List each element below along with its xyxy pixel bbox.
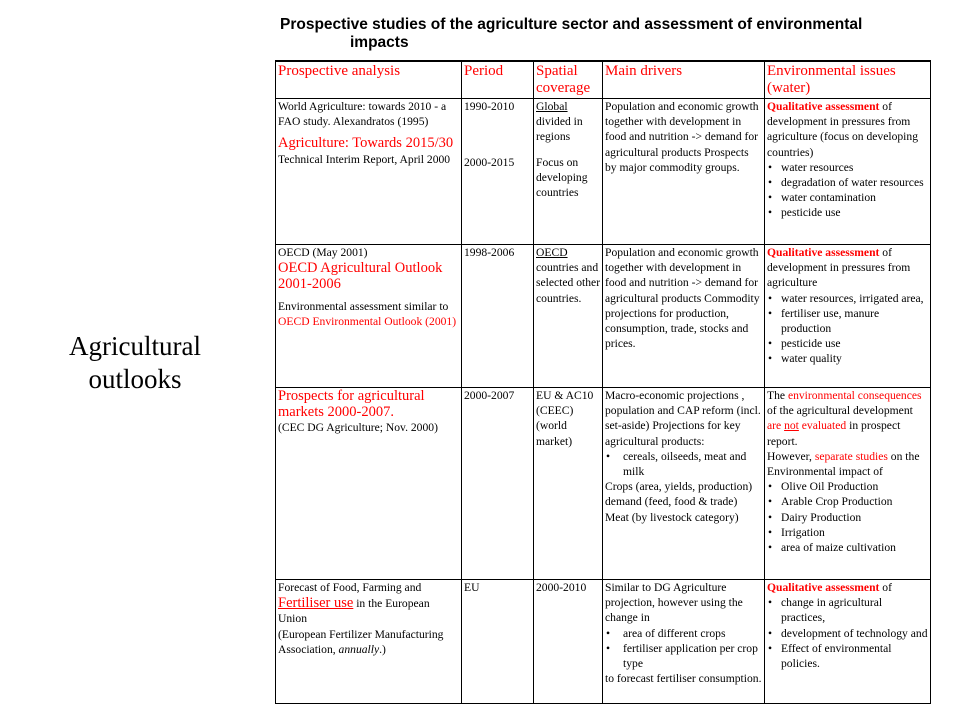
- period-value: 2000-2015: [464, 156, 515, 170]
- table-row: [276, 388, 931, 580]
- analysis-subtitle: (CEC DG Agriculture; Nov. 2000): [278, 421, 438, 435]
- prospective-studies-table: [275, 60, 931, 704]
- issues-red-underlined: not: [784, 419, 799, 433]
- issues-red-text: are: [767, 419, 782, 433]
- title-line-1: Prospective studies of the agriculture sector and assessment of environmental: [280, 16, 863, 33]
- analysis-subtitle: Technical Interim Report, April 2000: [278, 152, 451, 166]
- issues-bold: Qualitative assessment: [767, 581, 880, 594]
- analysis-text: Forecast of Food, Farming and: [278, 581, 422, 594]
- list-item: • pesticide use: [767, 336, 929, 351]
- cell-issues: [765, 245, 931, 388]
- list-item: • Olive Oil Production: [767, 479, 929, 494]
- analysis-red-text: Fertiliser use: [278, 595, 354, 612]
- analysis-red-text: OECD Environmental Outlook (2001): [278, 314, 457, 328]
- cell-analysis: [276, 580, 462, 704]
- issues-red-text: environmental consequences: [787, 389, 922, 402]
- analysis-text: World Agriculture: towards 2010 - a FAO study. Alexandratos (1995): [278, 100, 447, 129]
- list-item: • cereals, oilseeds, meat and milk: [605, 449, 763, 479]
- list-item: • water resources, irrigated area,: [767, 291, 929, 306]
- cell-period: 1998-2006: [462, 245, 534, 388]
- issues-list: [767, 291, 929, 367]
- analysis-title: Agriculture: Towards 2015/30: [278, 135, 454, 152]
- cell-drivers: Population and economic growth together with development in food and nutrition -> demand for agricultural products Prospects by major commodity groups.: [603, 99, 765, 245]
- header-prospective-analysis: Prospective analysis: [276, 61, 462, 99]
- list-item: • development of technology and: [767, 626, 929, 641]
- analysis-title: OECD Agricultural Outlook 2001-2006: [278, 260, 443, 293]
- list-item: • water contamination: [767, 190, 929, 205]
- list-item: • water quality: [767, 351, 929, 366]
- cell-drivers: [603, 388, 765, 580]
- analysis-text: OECD (May 2001): [278, 246, 368, 259]
- list-item: • degradation of water resources: [767, 175, 929, 190]
- coverage-underlined: OECD: [536, 246, 568, 259]
- list-item: • Dairy Production: [767, 510, 929, 525]
- drivers-list: [605, 626, 763, 672]
- drivers-text: to forecast fertiliser consumption.: [605, 672, 762, 686]
- issues-list: [767, 595, 929, 671]
- list-item: • area of different crops: [605, 626, 763, 641]
- issues-paragraph: [767, 388, 929, 449]
- issues-text: The: [767, 389, 788, 402]
- cell-analysis: [276, 99, 462, 245]
- cell-coverage: [534, 245, 603, 388]
- issues-intro: of development in pressures from agriculture: [767, 246, 911, 290]
- issues-text: in prospect report.: [767, 419, 901, 448]
- analysis-text: (European Fertilizer Manufacturing Association,: [278, 627, 444, 656]
- analysis-italic: annually: [338, 642, 380, 656]
- cell-analysis: [276, 245, 462, 388]
- drivers-list: [605, 449, 763, 479]
- list-item: • Effect of environmental policies.: [767, 641, 929, 671]
- table-row: [276, 245, 931, 388]
- issues-bold: Qualitative assessment: [767, 100, 880, 113]
- list-item: • area of maize cultivation: [767, 540, 929, 555]
- cell-issues: [765, 388, 931, 580]
- cell-issues: [765, 99, 931, 245]
- coverage-text: divided in regions: [536, 115, 583, 144]
- list-item: • fertiliser application per crop type: [605, 641, 763, 671]
- coverage-underlined: Global: [536, 100, 568, 113]
- analysis-text: in the European Union: [278, 597, 430, 626]
- issues-list: [767, 160, 929, 221]
- side-label: Agricultural outlooks: [69, 331, 201, 394]
- issues-intro: of: [879, 581, 892, 594]
- list-item: • change in agricultural practices,: [767, 595, 929, 625]
- coverage-text: countries and selected other countries.: [536, 261, 601, 305]
- cell-coverage: EU & AC10 (CEEC) (world market): [534, 388, 603, 580]
- list-item: • fertiliser use, manure production: [767, 306, 929, 336]
- list-item: • water resources: [767, 160, 929, 175]
- issues-red-text: evaluated: [798, 419, 847, 433]
- table-row: [276, 580, 931, 704]
- list-item: • Irrigation: [767, 525, 929, 540]
- list-item: • pesticide use: [767, 205, 929, 220]
- title-line-2: impacts: [350, 34, 409, 51]
- issues-intro: of development in pressures from agriculture (focus on developing countries): [767, 100, 918, 159]
- issues-text: on the Environmental impact of: [767, 449, 920, 479]
- issues-list: [767, 479, 929, 555]
- drivers-text: Similar to DG Agriculture projection, however using the change in: [605, 581, 743, 625]
- header-main-drivers: Main drivers: [603, 61, 765, 99]
- table-header-row: [276, 61, 931, 99]
- cell-period: EU: [462, 580, 534, 704]
- cell-drivers: [603, 580, 765, 704]
- cell-coverage: 2000-2010: [534, 580, 603, 704]
- coverage-text: Focus on developing countries: [536, 155, 588, 200]
- header-environmental-issues: Environmental issues (water): [765, 61, 931, 99]
- cell-drivers: Population and economic growth together with development in food and nutrition -> demand for agricultural products Commodity projections for production, consumption, trade, stocks and prices.: [603, 245, 765, 388]
- issues-bold: Qualitative assessment: [767, 246, 880, 259]
- slide-title: [280, 16, 920, 52]
- cell-issues: [765, 580, 931, 704]
- cell-analysis: [276, 388, 462, 580]
- cell-coverage: [534, 99, 603, 245]
- issues-text: However,: [767, 449, 815, 463]
- period-value: 1990-2010: [464, 100, 515, 113]
- cell-period: 2000-2007: [462, 388, 534, 580]
- analysis-text: Environmental assessment similar to: [278, 299, 449, 313]
- table-row: [276, 99, 931, 245]
- header-period: Period: [462, 61, 534, 99]
- issues-paragraph: [767, 449, 929, 479]
- analysis-text: .): [379, 642, 386, 656]
- issues-text: of the agricultural development: [767, 404, 913, 418]
- header-spatial-coverage: Spatial coverage: [534, 61, 603, 99]
- analysis-title: Prospects for agricultural markets 2000-2007.: [278, 388, 425, 421]
- list-item: • Arable Crop Production: [767, 494, 929, 509]
- drivers-text: Crops (area, yields, production) demand (feed, food & trade) Meat (by livestock category): [605, 480, 753, 524]
- issues-red-text: separate studies: [814, 449, 888, 463]
- drivers-text: Macro-economic projections , population and CAP reform (incl. set-aside) Projections for key agricultural products:: [605, 389, 761, 448]
- cell-period: [462, 99, 534, 245]
